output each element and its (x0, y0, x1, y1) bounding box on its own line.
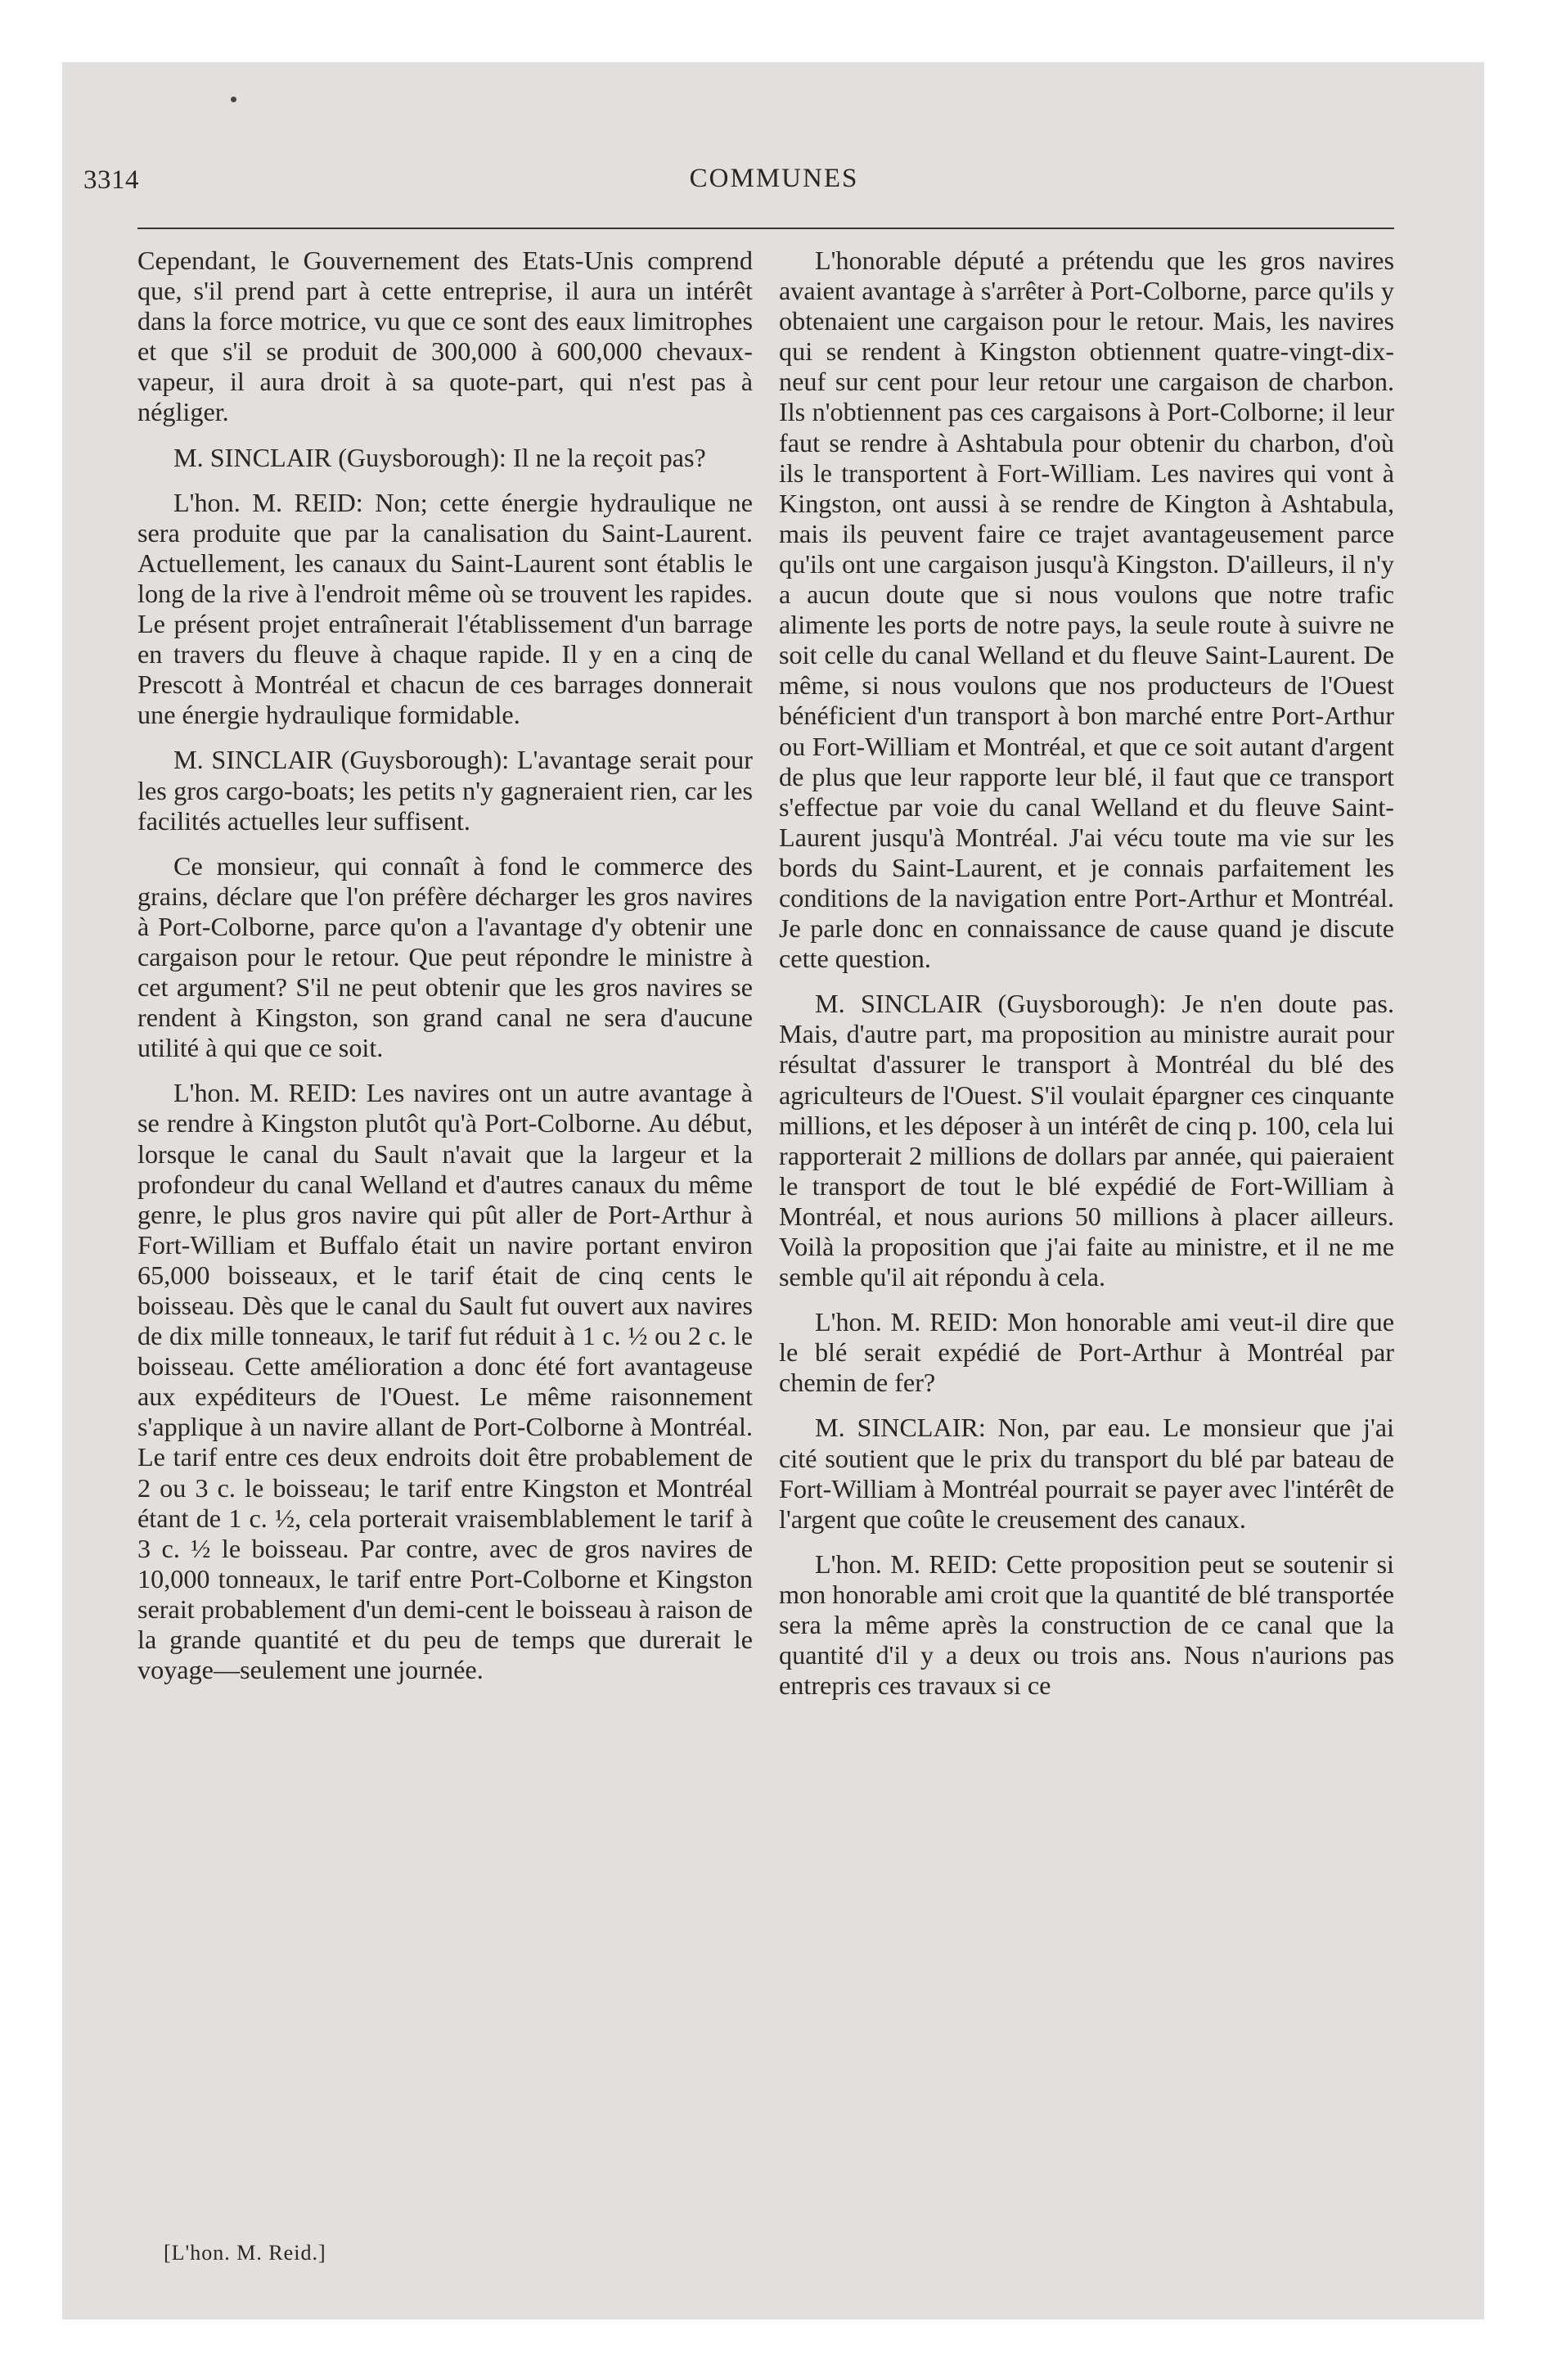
paragraph: M. SINCLAIR (Guysborough): L'avantage serait pour les gros cargo-boats; les petits n'y gagneraient rien, car les facilités actuelles leur suffisent. (137, 745, 753, 836)
running-head: COMMUNES (689, 164, 859, 193)
paragraph: L'hon. M. REID: Non; cette énergie hydraulique ne sera produite que par la canalisation du Saint-Laurent. Actuellement, les canaux du Saint-Laurent sont établis le long de la rive à l'endroit même où se trouvent les rapides. Le présent projet entraînerait l'établissement d'un barrage en travers du fleuve à chaque rapide. Il y en a cinq de Prescott à Montréal et chacun de ces barrages donnerait une énergie hydraulique formidable. (137, 487, 753, 730)
paragraph: L'hon. M. REID: Les navires ont un autre avantage à se rendre à Kingston plutôt qu'à Port-Colborne. Au début, lorsque le canal du Sault n'avait que la largeur et la profondeur du canal Welland et d'autres canaux du même genre, le plus gros navire qui pût aller de Port-Arthur à Fort-William et Buffalo était un navire portant environ 65,000 boisseaux, et le tarif était de cinq cents le boisseau. Dès que le canal du Sault fut ouvert aux navires de dix mille tonneaux, le tarif fut réduit à 1 c. ½ ou 2 c. le boisseau. Cette amélioration a donc été fort avantageuse aux expéditeurs de l'Ouest. Le même raisonnement s'applique à un navire allant de Port-Colborne à Montréal. Le tarif entre ces deux endroits doit être probablement de 2 ou 3 c. le boisseau; le tarif entre Kingston et Montréal étant de 1 c. ½, cela porterait vraisemblablement le tarif à 3 c. ½ le boisseau. Par contre, avec de gros navires de 10,000 tonneaux, le tarif entre Port-Colborne et Kingston serait probablement d'un demi-cent le boisseau à raison de la grande quantité et du peu de temps que durerait le voyage—seulement une journée. (137, 1078, 753, 1685)
paragraph: M. SINCLAIR: Non, par eau. Le monsieur que j'ai cité soutient que le prix du transport du blé par bateau de Fort-William à Montréal pourrait se payer avec l'intérêt de l'argent que coûte le creusement des canaux. (779, 1413, 1394, 1534)
paragraph: Cependant, le Gouvernement des Etats-Unis comprend que, s'il prend part à cette entreprise, il aura un intérêt dans la force motrice, vu que ce sont des eaux limitrophes et que s'il se produit de 300,000 à 600,000 chevaux-vapeur, il aura droit à sa quote-part, qui n'est pas à négliger. (137, 246, 753, 427)
scan-speck (231, 97, 236, 102)
paragraph: L'honorable député a prétendu que les gros navires avaient avantage à s'arrêter à Port-Colborne, parce qu'ils y obtenaient une cargaison pour le retour. Mais, les navires qui se rendent à Kingston obtiennent quatre-vingt-dix-neuf sur cent pour leur retour une cargaison de charbon. Ils n'obtiennent pas ces cargaisons à Port-Colborne; il leur faut se rendre à Ashtabula pour obtenir du charbon, d'où ils le transportent à Fort-William. Les navires qui vont à Kingston, ont aussi à se rendre de Kington à Ashtabula, mais ils peuvent faire ce trajet avantageusement parce qu'ils ont une cargaison jusqu'à Kingston. D'ailleurs, il n'y a aucun doute que si nous voulons que notre trafic alimente les ports de notre pays, la seule route à suivre ne soit celle du canal Welland et du fleuve Saint-Laurent. De même, si nous voulons que nos producteurs de l'Ouest bénéficient d'un transport à bon marché entre Port-Arthur ou Fort-William et Montréal, et que ce soit autant d'argent de plus que leur rapporte leur blé, il faut que ce transport s'effectue par voie du canal Welland et du fleuve Saint-Laurent jusqu'à Montréal. J'ai vécu toute ma vie sur les bords du Saint-Laurent, et je connais parfaitement les conditions de la navigation entre Port-Arthur et Montréal. Je parle donc en connaissance de cause quand je discute cette question. (779, 246, 1394, 974)
paragraph: M. SINCLAIR (Guysborough): Il ne la reçoit pas? (173, 442, 706, 472)
right-column (779, 246, 1394, 1715)
paragraph: L'hon. M. REID: Mon honorable ami veut-il dire que le blé serait expédié de Port-Arthur à Montréal par chemin de fer? (779, 1307, 1394, 1398)
header-rule (137, 228, 1394, 229)
left-column (137, 246, 753, 1700)
paragraph: Ce monsieur, qui connaît à fond le commerce des grains, déclare que l'on préfère décharger les gros navires à Port-Colborne, parce qu'on a l'avantage d'y obtenir une cargaison pour le retour. Que peut répondre le ministre à cet argument? S'il ne peut obtenir que les gros navires se rendent à Kingston, son grand canal ne sera d'aucune utilité à qui que ce soit. (137, 850, 753, 1063)
speaker-attribution: [L'hon. M. Reid.] (164, 2241, 326, 2265)
paragraph: L'hon. M. REID: Cette proposition peut se soutenir si mon honorable ami croit que la quantité de blé transportée sera la même après la construction de ce canal que la quantité d'il y a deux ou trois ans. Nous n'aurions pas entrepris ces travaux si ce (779, 1548, 1394, 1701)
page-number: 3314 (83, 165, 139, 195)
paragraph: M. SINCLAIR (Guysborough): Je n'en doute pas. Mais, d'autre part, ma proposition au ministre aurait pour résultat d'assurer le transport à Montréal du blé des agriculteurs de l'Ouest. S'il voulait épargner ces cinquante millions, et les déposer à un intérêt de cinq p. 100, cela lui rapporterait 2 millions de dollars par année, qui paieraient le transport de tout le blé expédié de Fort-William à Montréal, et nous aurions 50 millions à placer ailleurs. Voilà la proposition que j'ai faite au ministre, et il ne me semble qu'il ait répondu à cela. (779, 989, 1394, 1292)
